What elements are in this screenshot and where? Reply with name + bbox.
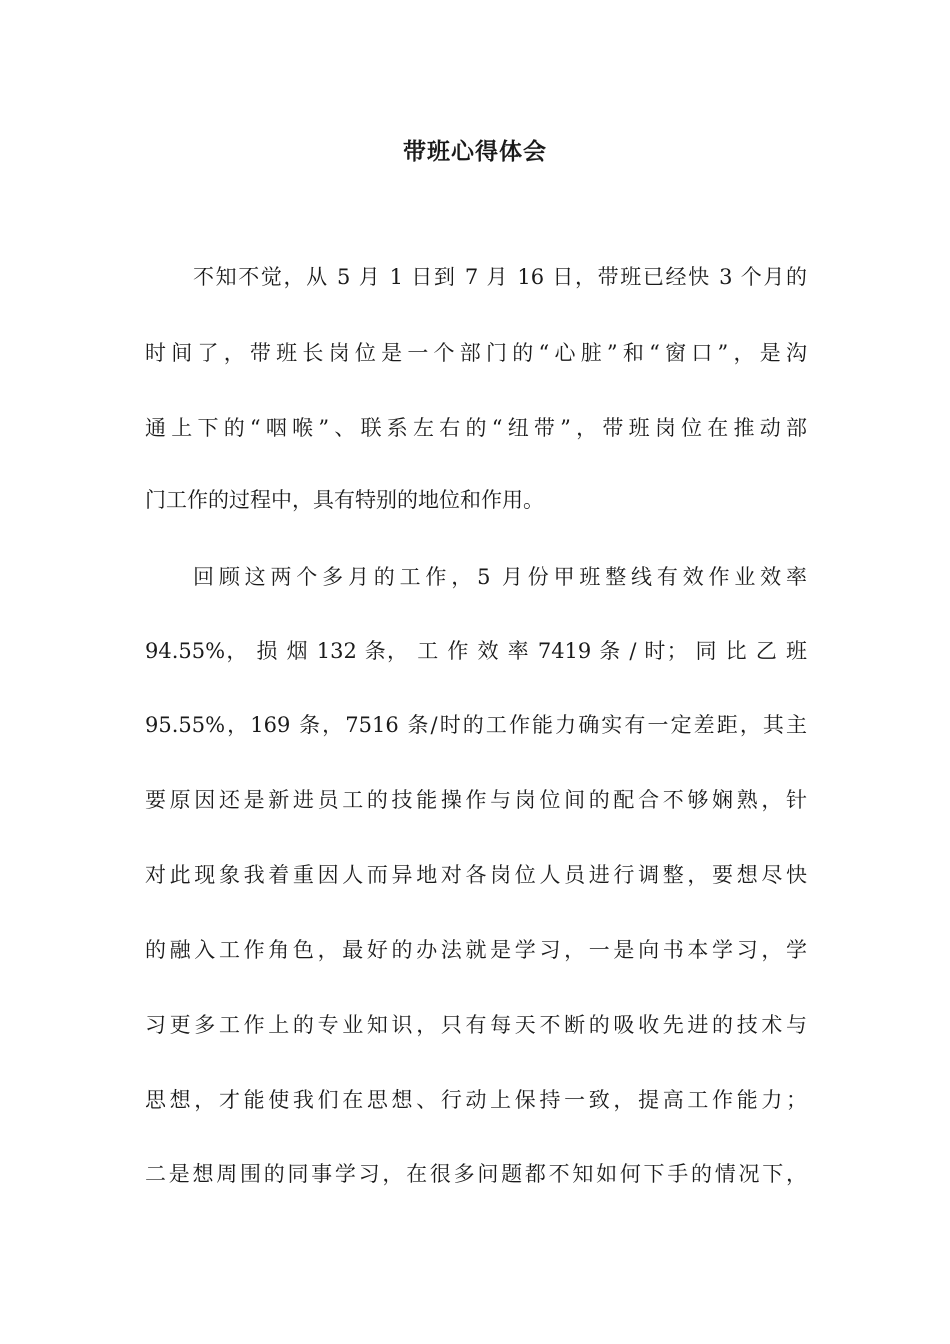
document-title: 带班心得体会 xyxy=(403,138,547,165)
paragraph-1-line-4: 门工作的过程中，具有特别的地位和作用。 xyxy=(145,488,544,512)
paragraph-2-line-5: 对此现象我着重因人而异地对各岗位人员进行调整，要想尽快 xyxy=(145,863,807,887)
paragraph-1-line-3: 通上下的“咽喉”、联系左右的“纽带”，带班岗位在推动部 xyxy=(145,416,807,440)
paragraph-2-line-4: 要原因还是新进员工的技能操作与岗位间的配合不够娴熟，针 xyxy=(145,788,807,812)
paragraph-2-line-1: 回顾这两个多月的工作，5 月份甲班整线有效作业效率 xyxy=(193,565,807,589)
paragraph-2-line-3: 95.55%，169 条，7516 条/时的工作能力确实有一定差距，其主 xyxy=(145,713,807,737)
paragraph-1-line-2: 时间了，带班长岗位是一个部门的“心脏”和“窗口”，是沟 xyxy=(145,341,807,365)
paragraph-1-line-1: 不知不觉，从 5 月 1 日到 7 月 16 日，带班已经快 3 个月的 xyxy=(193,265,807,289)
paragraph-2-line-7: 习更多工作上的专业知识，只有每天不断的吸收先进的技术与 xyxy=(145,1013,807,1037)
paragraph-2-line-8: 思想，才能使我们在思想、行动上保持一致，提高工作能力； xyxy=(145,1088,807,1112)
paragraph-2-line-2: 94.55%， 损 烟 132 条， 工 作 效 率 7419 条 / 时； 同 比 乙 班 xyxy=(145,639,807,663)
paragraph-2-line-9: 二是想周围的同事学习，在很多问题都不知如何下手的情况下， xyxy=(145,1162,807,1186)
paragraph-2-line-6: 的融入工作角色，最好的办法就是学习，一是向书本学习，学 xyxy=(145,938,807,962)
